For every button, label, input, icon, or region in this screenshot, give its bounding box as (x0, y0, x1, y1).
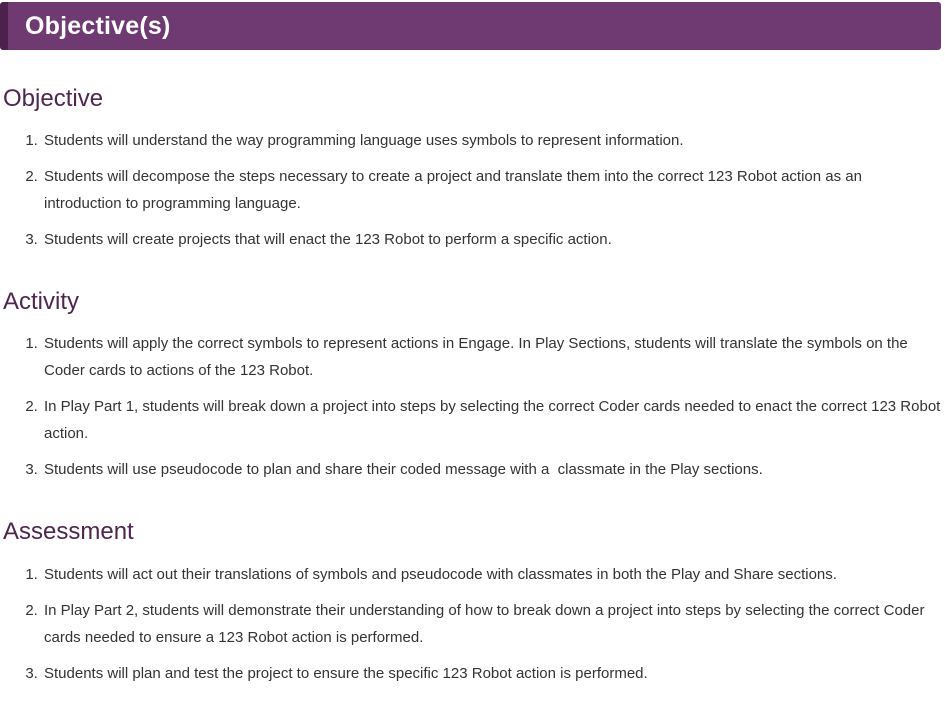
list-item: 1. Students will apply the correct symbols to represent actions in Engage. In Play Sections, students will translate the symbols on the Coder cards to actions of the 123 Robot. (42, 330, 943, 384)
section-activity (2, 286, 943, 483)
header-title: Objective(s) (25, 11, 171, 40)
assessment-list (2, 561, 943, 687)
section-assessment (2, 516, 943, 686)
objective-heading: Objective (3, 85, 104, 112)
activity-heading: Activity (3, 288, 80, 316)
list-item: 2. Students will decompose the steps necessary to create a project and translate them into the correct 123 Robot action as an introduction to programming language. (42, 163, 943, 217)
lesson-content (0, 83, 945, 687)
list-item: 3. Students will create projects that will enact the 123 Robot to perform a specific action. (42, 226, 943, 253)
list-item: 3. Students will use pseudocode to plan and share their coded message with a classmate in the Play sections. (42, 456, 943, 483)
list-item: 2. In Play Part 1, students will break down a project into steps by selecting the correct Coder cards needed to enact the correct 123 Robot action. (42, 393, 943, 447)
assessment-heading: Assessment (3, 518, 134, 546)
list-item: 1. Students will act out their translations of symbols and pseudocode with classmates in both the Play and Share sections. (42, 561, 943, 588)
objective-list (2, 127, 943, 253)
activity-list (2, 330, 943, 483)
objectives-header-bar (0, 2, 941, 50)
list-item: 3. Students will plan and test the project to ensure the specific 123 Robot action is performed. (42, 660, 943, 687)
list-item: 2. In Play Part 2, students will demonstrate their understanding of how to break down a project into steps by selecting the correct Coder cards needed to ensure a 123 Robot action is performed. (42, 597, 943, 651)
list-item: 1. Students will understand the way programming language uses symbols to represent information. (42, 127, 943, 154)
section-objective (2, 83, 943, 253)
